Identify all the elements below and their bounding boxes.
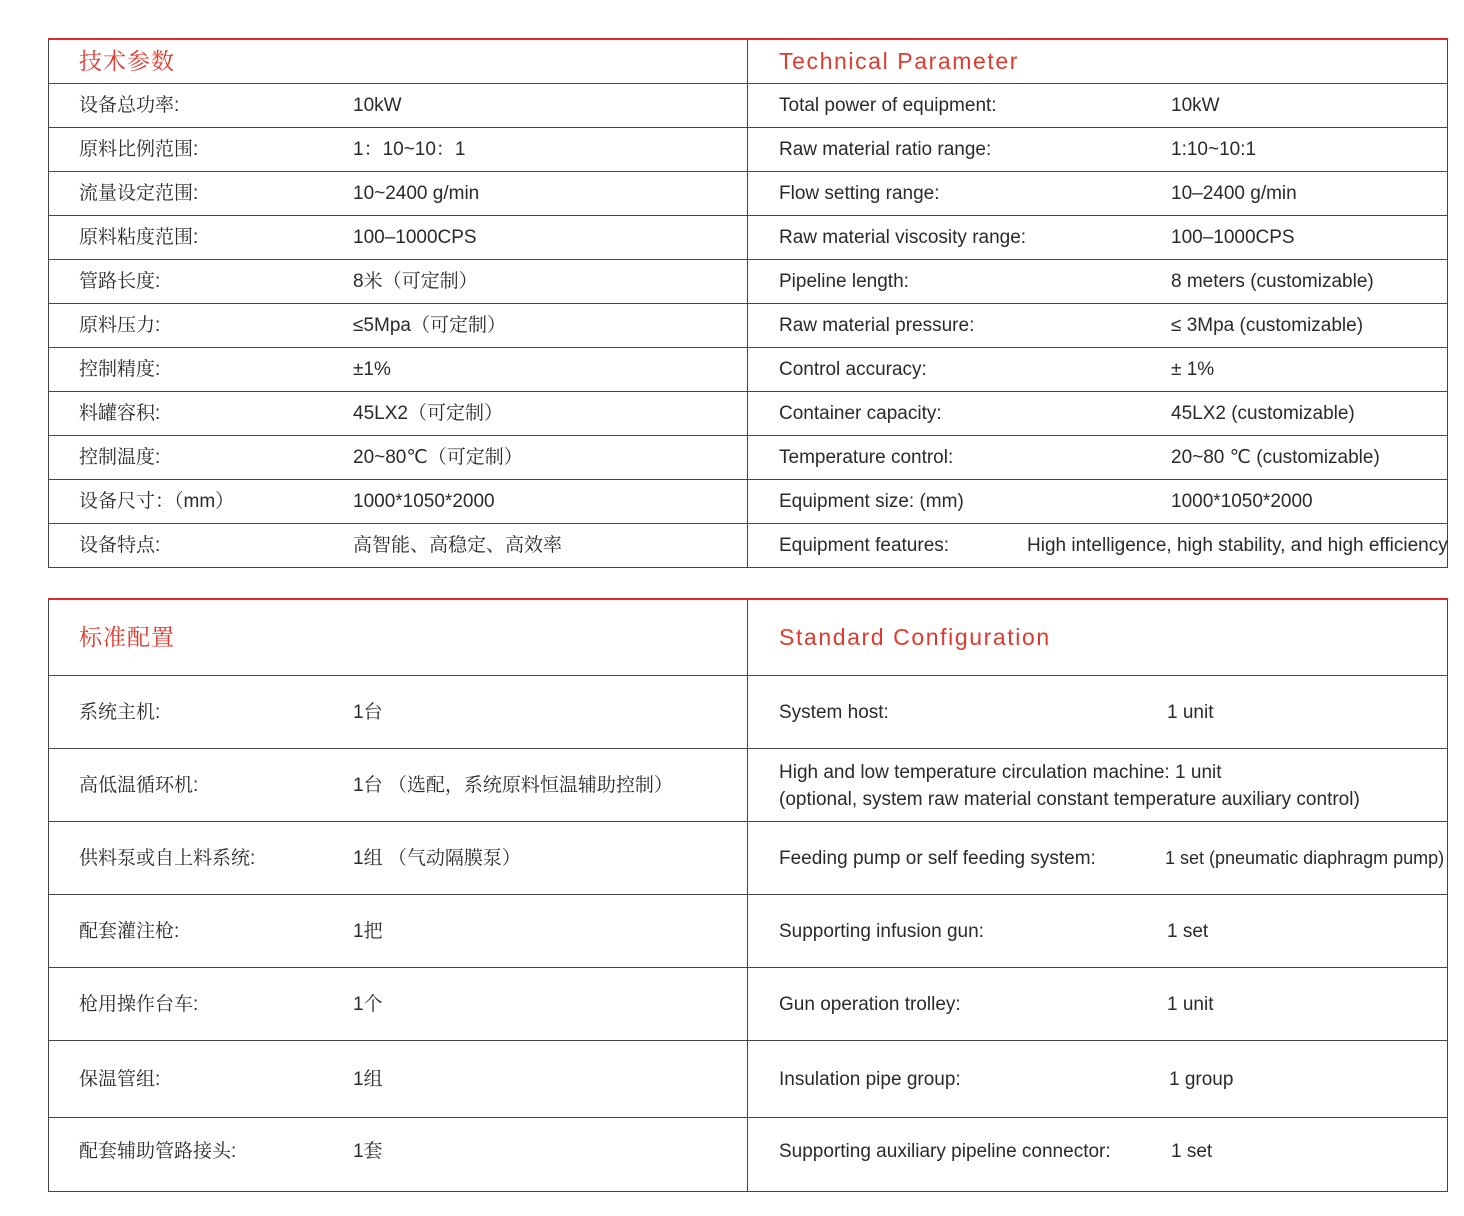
param-value-zh: 1：10~10：1 [353, 139, 466, 160]
param-label-zh: 管路长度: [79, 271, 161, 292]
column-divider [747, 304, 748, 347]
param-label-en: Flow setting range: [779, 183, 940, 204]
column-divider [747, 968, 748, 1040]
table-row [49, 348, 1447, 392]
param-value-zh: ±1% [353, 359, 391, 380]
section-title-zh: 技术参数 [79, 48, 175, 74]
table-row [49, 304, 1447, 348]
param-label-zh: 设备尺寸：（mm） [79, 491, 235, 512]
config-value-zh: 1个 [353, 994, 383, 1015]
table-row [49, 1118, 1447, 1192]
table-header-row [49, 600, 1447, 676]
param-value-zh: 20~80℃（可定制） [353, 447, 523, 468]
config-value-en: 1 set [1171, 1141, 1213, 1162]
section-title-en: Technical Parameter [779, 48, 1020, 74]
param-value-en: ≤ 3Mpa (customizable) [1171, 315, 1364, 336]
config-label-en: Insulation pipe group: [779, 1069, 961, 1090]
column-divider [747, 895, 748, 967]
param-label-en: Raw material viscosity range: [779, 227, 1027, 248]
table-row [49, 480, 1447, 524]
param-label-zh: 设备总功率: [79, 95, 180, 116]
param-value-zh: 10kW [353, 95, 402, 116]
config-label-en: High and low temperature circulation machine: 1 unit [779, 762, 1222, 783]
param-value-zh: 高智能、高稳定、高效率 [353, 535, 563, 556]
param-label-zh: 流量设定范围: [79, 183, 199, 204]
table-row [49, 392, 1447, 436]
column-divider [747, 749, 748, 821]
param-value-en: 1000*1050*2000 [1171, 491, 1313, 512]
column-divider [747, 128, 748, 171]
param-value-en: ± 1% [1171, 359, 1215, 380]
param-value-zh: 45LX2（可定制） [353, 403, 503, 424]
config-value-zh: 1组 [353, 1069, 383, 1090]
config-label-zh: 系统主机: [79, 702, 161, 723]
param-value-zh: 8米（可定制） [353, 271, 478, 292]
param-value-zh: 10~2400 g/min [353, 183, 480, 204]
table-row [49, 216, 1447, 260]
config-value-zh: 1台 （选配，系统原料恒温辅助控制） [353, 775, 673, 796]
config-value-zh: 1组 （气动隔膜泵） [353, 848, 521, 869]
param-value-en: 20~80 ℃ (customizable) [1171, 447, 1380, 468]
param-label-en: Temperature control: [779, 447, 954, 468]
config-value-zh: 1台 [353, 702, 383, 723]
section-title-zh: 标准配置 [79, 624, 175, 650]
param-label-en: Total power of equipment: [779, 95, 997, 116]
column-divider [747, 480, 748, 523]
column-divider [747, 436, 748, 479]
config-value-en: 1 unit [1167, 994, 1214, 1015]
param-value-zh: 100–1000CPS [353, 227, 477, 248]
column-divider [747, 524, 748, 567]
param-value-en: 1:10~10:1 [1171, 139, 1257, 160]
table-row [49, 1041, 1447, 1118]
column-divider [747, 260, 748, 303]
column-divider [747, 348, 748, 391]
table-row [49, 895, 1447, 968]
column-divider [747, 1118, 748, 1191]
param-label-zh: 控制精度: [79, 359, 161, 380]
param-value-en: 45LX2 (customizable) [1171, 403, 1355, 424]
column-divider [747, 822, 748, 894]
param-value-zh: ≤5Mpa（可定制） [353, 315, 506, 336]
config-value-en: 1 set (pneumatic diaphragm pump) [1165, 848, 1445, 868]
column-divider [747, 392, 748, 435]
column-divider [747, 600, 748, 675]
column-divider [747, 1041, 748, 1117]
param-label-zh: 设备特点: [79, 535, 161, 556]
column-divider [747, 84, 748, 127]
table-row [49, 436, 1447, 480]
param-label-zh: 控制温度: [79, 447, 161, 468]
config-label-en: Gun operation trolley: [779, 994, 961, 1015]
config-label-zh: 枪用操作台车: [79, 994, 199, 1015]
config-label-zh: 高低温循环机: [79, 775, 199, 796]
param-value-en: 10kW [1171, 95, 1220, 116]
param-label-en: Equipment size: (mm) [779, 491, 964, 512]
config-value-en: 1 group [1169, 1069, 1234, 1090]
config-label-en: Supporting infusion gun: [779, 921, 984, 942]
table-header-row [49, 40, 1447, 84]
config-label-zh: 保温管组: [79, 1069, 161, 1090]
table-row [49, 128, 1447, 172]
param-label-zh: 原料粘度范围: [79, 227, 199, 248]
column-divider [747, 676, 748, 748]
table-row [49, 676, 1447, 749]
column-divider [747, 216, 748, 259]
config-value-en: (optional, system raw material constant temperature auxiliary control) [779, 789, 1360, 810]
column-divider [747, 40, 748, 83]
config-label-zh: 配套灌注枪: [79, 921, 180, 942]
technical-parameter-table [48, 38, 1448, 568]
table-row [49, 749, 1447, 822]
param-value-en: 8 meters (customizable) [1171, 271, 1374, 292]
config-value-zh: 1套 [353, 1141, 383, 1162]
section-title-en: Standard Configuration [779, 624, 1051, 650]
param-label-en: Raw material pressure: [779, 315, 975, 336]
config-label-zh: 配套辅助管路接头: [79, 1141, 237, 1162]
param-label-en: Container capacity: [779, 403, 942, 424]
table-row [49, 260, 1447, 304]
table-row [49, 84, 1447, 128]
config-value-en: 1 set [1167, 921, 1209, 942]
param-label-en: Pipeline length: [779, 271, 909, 292]
config-label-en: System host: [779, 702, 889, 723]
standard-configuration-table [48, 598, 1448, 1192]
config-value-en: 1 unit [1167, 702, 1214, 723]
param-value-en: High intelligence, high stability, and high efficiency [1027, 535, 1448, 556]
param-value-zh: 1000*1050*2000 [353, 491, 495, 512]
config-label-zh: 供料泵或自上料系统: [79, 848, 256, 869]
table-row [49, 968, 1447, 1041]
param-label-zh: 原料压力: [79, 315, 161, 336]
table-row [49, 172, 1447, 216]
table-row [49, 822, 1447, 895]
param-label-zh: 原料比例范围: [79, 139, 199, 160]
param-label-zh: 料罐容积: [79, 403, 161, 424]
param-label-en: Raw material ratio range: [779, 139, 992, 160]
table-row [49, 524, 1447, 568]
config-value-zh: 1把 [353, 921, 383, 942]
config-label-en: Supporting auxiliary pipeline connector: [779, 1141, 1111, 1162]
param-value-en: 100–1000CPS [1171, 227, 1295, 248]
column-divider [747, 172, 748, 215]
param-label-en: Equipment features: [779, 535, 950, 556]
param-value-en: 10–2400 g/min [1171, 183, 1297, 204]
param-label-en: Control accuracy: [779, 359, 927, 380]
config-label-en: Feeding pump or self feeding system: [779, 848, 1096, 869]
